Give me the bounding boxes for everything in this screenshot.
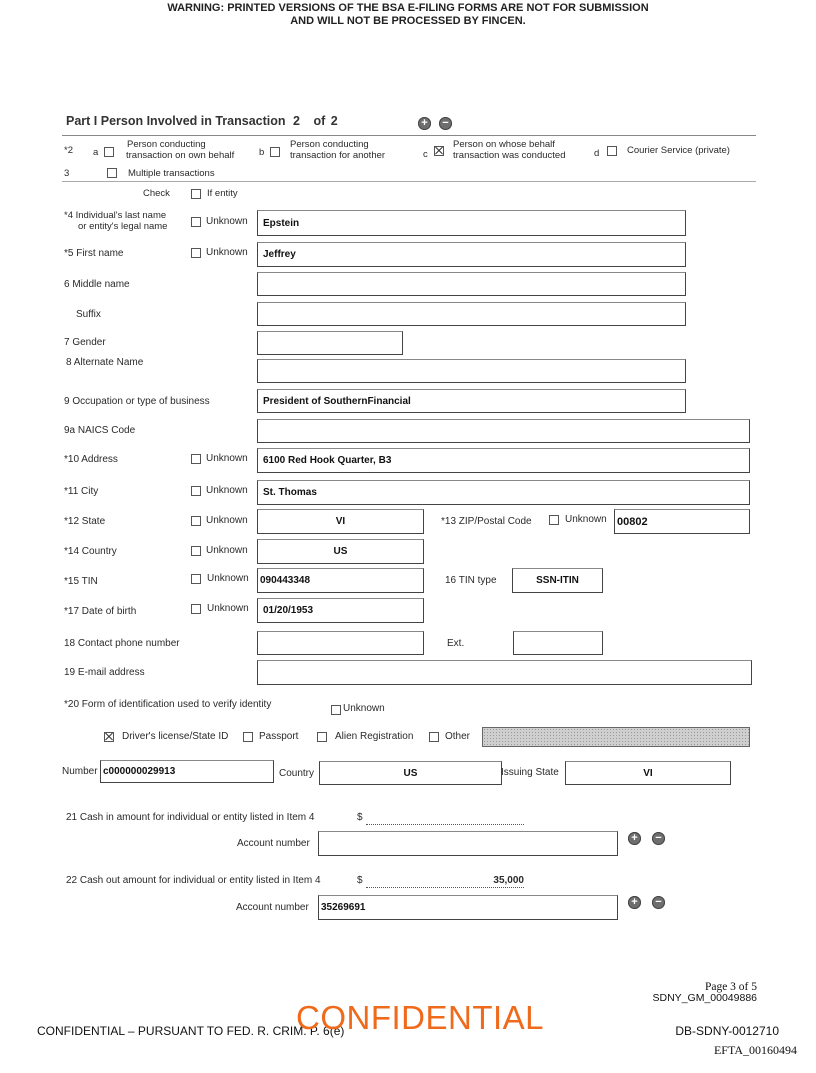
last-name-unknown-label: Unknown xyxy=(206,216,248,227)
first-name-field[interactable]: Jeffrey xyxy=(257,242,686,267)
part-title: Part I Person Involved in Transaction xyxy=(66,114,286,128)
item2a-checkbox[interactable] xyxy=(104,147,114,157)
cash-in-account-label: Account number xyxy=(237,838,310,849)
bates-sdny-gm: SDNY_GM_00049886 xyxy=(652,992,757,1004)
cash-in-account-field[interactable] xyxy=(318,831,618,856)
issuing-state-label: Issuing State xyxy=(501,767,559,778)
id-unknown-checkbox[interactable] xyxy=(331,705,341,715)
if-entity-checkbox[interactable] xyxy=(191,189,201,199)
part-header xyxy=(66,114,338,128)
id-form-label: *20 Form of identification used to verify identity xyxy=(64,699,272,710)
drivers-license-checkbox[interactable] xyxy=(104,732,114,742)
page-info xyxy=(640,982,757,1004)
naics-field[interactable] xyxy=(257,419,750,443)
item2c-letter: c xyxy=(423,149,428,160)
tin-label: *15 TIN xyxy=(64,576,98,587)
part-total: 2 xyxy=(330,114,338,128)
zip-label: *13 ZIP/Postal Code xyxy=(441,516,532,527)
email-label: 19 E-mail address xyxy=(64,667,145,678)
address-field[interactable]: 6100 Red Hook Quarter, B3 xyxy=(257,448,750,473)
remove-person-button[interactable]: − xyxy=(439,117,452,130)
tin-type-label: 16 TIN type xyxy=(445,575,497,586)
id-country-label: Country xyxy=(279,768,315,779)
other-id-description-field xyxy=(482,727,750,747)
alternate-name-field[interactable] xyxy=(257,359,686,383)
cash-out-dollar: $ xyxy=(357,875,363,886)
first-name-unknown-checkbox[interactable] xyxy=(191,248,201,258)
cash-out-underline xyxy=(366,887,524,888)
cash-in-underline xyxy=(366,824,524,825)
phone-label: 18 Contact phone number xyxy=(64,638,180,649)
warning-line-2: AND WILL NOT BE PROCESSED BY FINCEN. xyxy=(290,15,526,27)
country-unknown-checkbox[interactable] xyxy=(191,546,201,556)
address-unknown-checkbox[interactable] xyxy=(191,454,201,464)
ext-field[interactable] xyxy=(513,631,603,655)
item2c-checkbox[interactable] xyxy=(434,146,444,156)
suffix-field[interactable] xyxy=(257,302,686,326)
middle-name-label: 6 Middle name xyxy=(64,279,130,290)
state-label: *12 State xyxy=(64,516,106,527)
country-label: *14 Country xyxy=(64,546,117,557)
multiple-transactions-label: Multiple transactions xyxy=(128,168,215,179)
part-divider xyxy=(62,135,756,136)
item3-divider xyxy=(62,181,756,182)
id-number-field[interactable]: c000000029913 xyxy=(100,760,274,783)
dob-label: *17 Date of birth xyxy=(64,606,137,617)
passport-checkbox[interactable] xyxy=(243,732,253,742)
page-number: Page 3 of 5 xyxy=(704,981,757,993)
remove-cash-in-account-button[interactable]: − xyxy=(652,832,665,845)
part-current: 2 xyxy=(293,114,300,128)
remove-cash-out-account-button[interactable]: − xyxy=(652,896,665,909)
if-entity-label: If entity xyxy=(207,188,238,199)
occupation-field[interactable]: President of SouthernFinancial xyxy=(257,389,686,413)
tin-field[interactable]: 090443348 xyxy=(257,568,424,593)
zip-field[interactable]: 00802 xyxy=(614,509,750,534)
item2d-label: Courier Service (private) xyxy=(627,145,730,156)
state-unknown-checkbox[interactable] xyxy=(191,516,201,526)
item2a-letter: a xyxy=(93,147,99,158)
dob-field[interactable]: 01/20/1953 xyxy=(257,598,424,623)
item2c-label: Person on whose behalf transaction was conducted xyxy=(453,139,566,161)
item2b-label: Person conducting transaction for another xyxy=(290,139,386,161)
add-cash-out-account-button[interactable]: + xyxy=(628,896,641,909)
state-field[interactable]: VI xyxy=(257,509,424,534)
suffix-label: Suffix xyxy=(76,309,101,320)
dob-unknown-label: Unknown xyxy=(207,603,249,614)
multiple-transactions-checkbox[interactable] xyxy=(107,168,117,178)
phone-field[interactable] xyxy=(257,631,424,655)
item3-number: 3 xyxy=(64,168,70,179)
filing-warning xyxy=(0,2,816,28)
item2a-label: Person conducting transaction on own behalf xyxy=(126,139,235,161)
item2b-letter: b xyxy=(259,147,265,158)
cash-out-account-label: Account number xyxy=(236,902,309,913)
zip-unknown-checkbox[interactable] xyxy=(549,515,559,525)
city-field[interactable]: St. Thomas xyxy=(257,480,750,505)
part-of-label: of xyxy=(313,114,326,128)
gender-label: 7 Gender xyxy=(64,337,106,348)
first-name-unknown-label: Unknown xyxy=(206,247,248,258)
id-number-label: Number xyxy=(62,766,98,777)
item2d-checkbox[interactable] xyxy=(607,146,617,156)
first-name-label: *5 First name xyxy=(64,248,124,259)
id-country-field[interactable]: US xyxy=(319,761,502,785)
occupation-label: 9 Occupation or type of business xyxy=(64,396,210,407)
tin-unknown-checkbox[interactable] xyxy=(191,574,201,584)
check-header: Check xyxy=(143,188,170,199)
city-unknown-checkbox[interactable] xyxy=(191,486,201,496)
alternate-name-label: 8 Alternate Name xyxy=(66,357,144,368)
ext-label: Ext. xyxy=(447,638,465,649)
tin-unknown-label: Unknown xyxy=(207,573,249,584)
country-field[interactable]: US xyxy=(257,539,424,564)
alien-registration-label: Alien Registration xyxy=(335,731,414,742)
cash-out-label: 22 Cash out amount for individual or entity listed in Item 4 xyxy=(66,875,321,886)
add-person-button[interactable]: + xyxy=(418,117,431,130)
state-unknown-label: Unknown xyxy=(206,515,248,526)
last-name-field[interactable]: Epstein xyxy=(257,210,686,236)
other-id-label: Other xyxy=(445,731,471,742)
gender-field[interactable] xyxy=(257,331,403,355)
bates-efta: EFTA_00160494 xyxy=(713,1043,797,1057)
naics-label: 9a NAICS Code xyxy=(64,425,136,436)
cash-out-account-field[interactable]: 35269691 xyxy=(318,895,618,920)
city-label: *11 City xyxy=(64,486,99,497)
confidential-stamp: CONFIDENTIAL xyxy=(296,999,545,1036)
warning-line-1: WARNING: PRINTED VERSIONS OF THE BSA E-FILING FORMS ARE NOT FOR SUBMISSION xyxy=(167,2,649,14)
last-name-unknown-checkbox[interactable] xyxy=(191,217,201,227)
cash-out-amount[interactable]: 35,000 xyxy=(493,875,524,886)
country-unknown-label: Unknown xyxy=(206,545,248,556)
add-cash-in-account-button[interactable]: + xyxy=(628,832,641,845)
address-label: *10 Address xyxy=(64,454,118,465)
bates-db-sdny: DB-SDNY-0012710 xyxy=(675,1024,779,1038)
cash-in-dollar: $ xyxy=(357,812,363,823)
alien-registration-checkbox[interactable] xyxy=(317,732,327,742)
issuing-state-field[interactable]: VI xyxy=(565,761,731,785)
last-name-label: *4 Individual's last name or entity's legal name xyxy=(64,210,168,232)
passport-label: Passport xyxy=(259,731,299,742)
city-unknown-label: Unknown xyxy=(206,485,248,496)
confidential-footer: CONFIDENTIAL – PURSUANT TO FED. R. CRIM. P. 6(e) xyxy=(37,1024,345,1038)
other-id-checkbox[interactable] xyxy=(429,732,439,742)
email-field[interactable] xyxy=(257,660,752,685)
cash-in-label: 21 Cash in amount for individual or entity listed in Item 4 xyxy=(66,812,315,823)
zip-unknown-label: Unknown xyxy=(565,514,607,525)
tin-type-field[interactable]: SSN-ITIN xyxy=(512,568,603,593)
drivers-license-label: Driver's license/State ID xyxy=(122,731,229,742)
item2b-checkbox[interactable] xyxy=(270,147,280,157)
dob-unknown-checkbox[interactable] xyxy=(191,604,201,614)
item2d-letter: d xyxy=(594,148,600,159)
item2-number: *2 xyxy=(64,145,73,156)
middle-name-field[interactable] xyxy=(257,272,686,296)
id-unknown-label: Unknown xyxy=(343,703,385,714)
address-unknown-label: Unknown xyxy=(206,453,248,464)
